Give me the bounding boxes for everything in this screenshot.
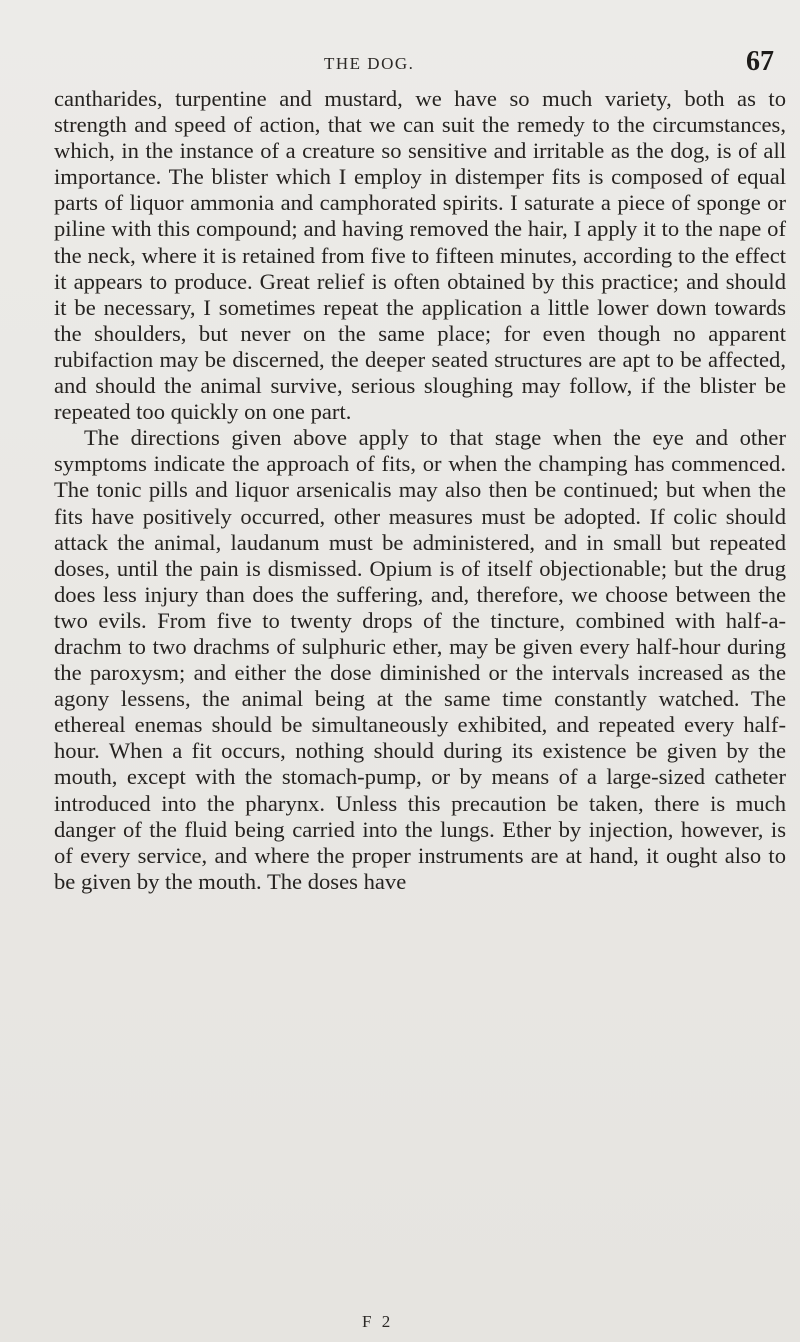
page-number: 67	[746, 46, 774, 77]
running-head	[0, 46, 800, 86]
paragraph-directions: The directions given above apply to that stage when the eye and other symptoms indicate the approach of fits, or when the champing has commenced. The tonic pills and liquor arsenicalis may also then be continued; but when the fits have positively occurred, other measures must be adopted. If colic should attack the animal, laudanum must be administered, and in small but repeated doses, until the pain is dismissed. Opium is of itself objectionable; but the drug does less injury than does the suffering, and, therefore, we choose between the two evils. From five to twenty drops of the tincture, combined with half-a-drachm to two drachms of sulphuric ether, may be given every half-hour during the paroxysm; and either the dose diminished or the intervals increased as the agony lessens, the animal being at the same time constantly watched. The ethereal enemas should be simultaneously exhibited, and repeated every half-hour. When a fit occurs, nothing should during its existence be given by the mouth, except with the stomach-pump, or by means of a large-sized catheter introduced into the pharynx. Unless this precaution be taken, there is much danger of the fluid being carried into the lungs. Ether by injection, however, is of every service, and where the proper instruments are at hand, it ought also to be given by the mouth. The doses have	[54, 425, 786, 894]
paragraph-continuation: cantharides, turpentine and mustard, we have so much variety, both as to strength and speed of action, that we can suit the remedy to the circumstances, which, in the instance of a creature so sensitive and irritable as the dog, is of all importance. The blister which I employ in distemper fits is composed of equal parts of liquor ammonia and camphorated spirits. I saturate a piece of sponge or piline with this compound; and having removed the hair, I apply it to the nape of the neck, where it is retained from five to fifteen minutes, according to the effect it appears to produce. Great relief is often obtained by this practice; and should it be necessary, I sometimes repeat the application a little lower down towards the shoulders, but never on the same place; for even though no apparent rubifaction may be discerned, the deeper seated structures are apt to be affected, and should the animal survive, serious sloughing may follow, if the blister be repeated too quickly on one part.	[54, 86, 786, 425]
body-text	[54, 86, 786, 895]
signature-mark: F 2	[362, 1312, 394, 1331]
running-title: THE DOG.	[324, 54, 415, 73]
